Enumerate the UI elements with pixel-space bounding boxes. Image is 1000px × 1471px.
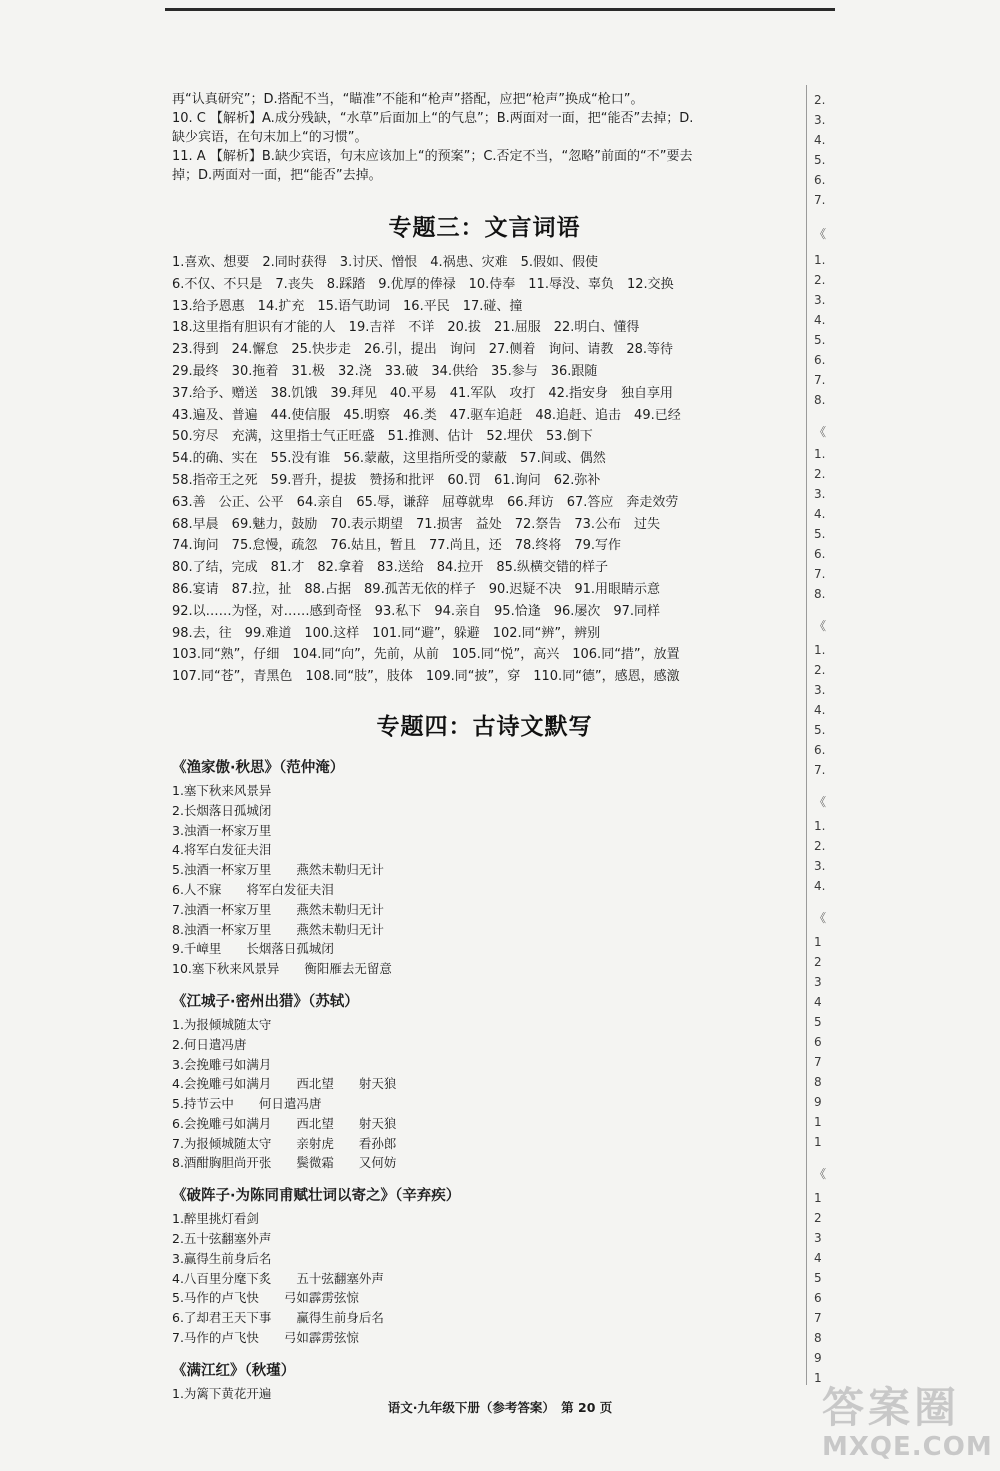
vocab-line: 63.善 公正、公平 64.亲自 65.辱，谦辞 屈尊就卑 66.拜访 67.答应 奔走效劳 <box>172 494 679 510</box>
clipped-item: 1 <box>814 1115 822 1129</box>
poem-line: 1.为报倾城随太守 <box>172 1016 272 1032</box>
topic3-title: 专题三：文言词语 <box>388 215 581 241</box>
poem-answers <box>172 755 797 1404</box>
vocab-line: 1.喜欢、想要 2.同时获得 3.讨厌、憎恨 4.祸患、灾难 5.假如、假使 <box>172 255 599 270</box>
clipped-item: 1 <box>814 1135 822 1149</box>
page-footer: 语文·九年级下册（参考答案） 第 20 页 <box>387 1400 613 1415</box>
vocab-line: 92.以……为怪，对……感到奇怪 93.私下 94.亲自 95.恰逢 96.屡次 97.同样 <box>172 603 661 619</box>
vocab-line: 103.同“熟”，仔细 104.同“向”，先前，从前 105.同“悦”，高兴 106.同“措”，放置 <box>172 647 680 663</box>
clipped-item: 3. <box>814 683 826 697</box>
clipped-item: 8 <box>814 1075 822 1089</box>
clipped-item: 3. <box>814 113 826 127</box>
clipped-item: 《 <box>814 795 827 809</box>
poem-line: 2.五十弦翻塞外声 <box>172 1231 272 1247</box>
poem-line: 8.酒酣胸胆尚开张 鬓微霜 又何妨 <box>172 1155 397 1171</box>
clipped-item: 2. <box>814 273 826 287</box>
poem-title: 《满江红》（秋瑾） <box>172 1362 296 1379</box>
column-divider <box>806 85 807 1385</box>
clipped-item: 6. <box>814 547 826 561</box>
poem-line: 3.会挽雕弓如满月 <box>172 1056 272 1072</box>
vocab-line: 107.同“苍”，青黑色 108.同“肢”，肢体 109.同“披”，穿 110.同“德”，感恩，感激 <box>172 669 680 685</box>
clipped-item: 4 <box>814 1251 822 1265</box>
clipped-item: 6. <box>814 743 826 757</box>
clipped-item: 3 <box>814 975 822 989</box>
watermark-logo <box>822 1383 993 1463</box>
poem-section <box>172 989 797 1173</box>
intro-line: 11. A 【解析】B.缺少宾语，句末应该加上“的预案”；C.否定不当，“忽略”前面的“不”要去 <box>172 149 693 164</box>
poem-line: 9.千嶂里 长烟落日孤城闭 <box>172 941 334 957</box>
clipped-item: 3. <box>814 293 826 307</box>
vocab-line: 80.了结，完成 81.才 82.拿着 83.送给 84.拉开 85.纵横交错的样子 <box>172 560 609 576</box>
vocab-line: 86.宴请 87.拉，扯 88.占据 89.孤苦无依的样子 90.迟疑不决 91.用眼睛示意 <box>172 581 661 597</box>
clipped-item: 《 <box>814 911 827 925</box>
poem-line: 3.浊酒一杯家万里 <box>172 822 272 838</box>
poem-line: 2.何日遣冯唐 <box>172 1036 247 1052</box>
poem-lines <box>172 1209 797 1348</box>
poem-lines <box>172 1015 797 1173</box>
clipped-item: 7 <box>814 1311 822 1325</box>
vocab-line: 18.这里指有胆识有才能的人 19.吉祥 不详 20.拔 21.屈服 22.明白、懂得 <box>172 320 640 336</box>
poem-line: 5.马作的卢飞快 弓如霹雳弦惊 <box>172 1290 359 1306</box>
top-rule <box>165 8 835 11</box>
clipped-item: 1 <box>814 1371 822 1385</box>
poem-line: 1.醉里挑灯看剑 <box>172 1211 259 1227</box>
poem-line: 4.将军白发征夫泪 <box>172 842 272 858</box>
clipped-item: 2. <box>814 839 826 853</box>
clipped-item: 1. <box>814 643 826 657</box>
clipped-item: 《 <box>814 227 827 241</box>
poem-line: 7.马作的卢飞快 弓如霹雳弦惊 <box>172 1330 359 1346</box>
clipped-item: 7. <box>814 373 826 387</box>
vocab-line: 98.去，往 99.难道 100.这样 101.同“避”，躲避 102.同“辨”，辨别 <box>172 625 601 641</box>
poem-line: 2.长烟落日孤城闭 <box>172 802 272 818</box>
poem-line: 3.赢得生前身后名 <box>172 1250 272 1266</box>
vocab-line: 50.穷尽 充满，这里指士气正旺盛 51.推测、估计 52.埋伏 53.倒下 <box>172 429 593 445</box>
clipped-item: 8. <box>814 393 826 407</box>
poem-title: 《江城子·密州出猎》（苏轼） <box>172 993 359 1010</box>
intro-answers <box>172 90 797 185</box>
clipped-item: 3 <box>814 1231 822 1245</box>
poem-line: 7.为报倾城随太守 亲射虎 看孙郎 <box>172 1135 397 1151</box>
clipped-item: 5. <box>814 333 826 347</box>
vocab-line: 6.不仅、不只是 7.丧失 8.踩踏 9.优厚的俸禄 10.侍奉 11.辱没、辜负 12.交换 <box>172 276 674 292</box>
clipped-item: 3. <box>814 859 826 873</box>
clipped-item: 4. <box>814 879 826 893</box>
clipped-item: 4. <box>814 133 826 147</box>
vocab-line: 74.询问 75.怠慢，疏忽 76.姑且，暂且 77.尚且，还 78.终将 79.写作 <box>172 538 622 554</box>
poem-line: 1.塞下秋来风景异 <box>172 782 272 798</box>
intro-line: 再“认真研究”；D.搭配不当，“瞄准”不能和“枪声”搭配，应把“枪声”换成“枪口”。 <box>172 92 644 107</box>
clipped-item: 8 <box>814 1331 822 1345</box>
clipped-item: 7. <box>814 763 826 777</box>
poem-line: 8.浊酒一杯家万里 燕然未勒归无计 <box>172 921 384 937</box>
vocab-line: 13.给予恩惠 14.扩充 15.语气助词 16.平民 17.碰、撞 <box>172 298 523 314</box>
clipped-item: 2. <box>814 663 826 677</box>
clipped-item: 1. <box>814 447 826 461</box>
clipped-item: 2 <box>814 1211 822 1225</box>
clipped-item: 1 <box>814 1191 822 1205</box>
clipped-item: 7. <box>814 193 826 207</box>
clipped-item: 6 <box>814 1291 822 1305</box>
watermark-url: MXQE.COM <box>822 1432 993 1462</box>
vocab-line: 43.遍及、普遍 44.使信服 45.明察 46.类 47.驱车追赶 48.追赶、追击 49.已经 <box>172 407 681 423</box>
clipped-item: 2 <box>814 955 822 969</box>
clipped-item: 4 <box>814 995 822 1009</box>
poem-line: 1.为篱下黄花开遍 <box>172 1385 272 1401</box>
clipped-item: 9 <box>814 1351 822 1365</box>
poem-line: 6.了却君王天下事 赢得生前身后名 <box>172 1310 384 1326</box>
poem-lines <box>172 781 797 979</box>
clipped-item: 2. <box>814 467 826 481</box>
watermark-text: 答案圈 <box>822 1383 961 1432</box>
clipped-item: 4. <box>814 703 826 717</box>
clipped-item: 8. <box>814 587 826 601</box>
main-column <box>172 90 797 1404</box>
vocab-line: 58.指帝王之死 59.晋升，提拔 赞扬和批评 60.罚 61.询问 62.弥补 <box>172 472 601 488</box>
clipped-item: 5. <box>814 527 826 541</box>
vocab-line: 29.最终 30.拖着 31.极 32.浇 33.破 34.供给 35.参与 36.跟随 <box>172 363 598 379</box>
poem-line: 6.人不寐 将军白发征夫泪 <box>172 881 334 897</box>
poem-line: 5.持节云中 何日遣冯唐 <box>172 1096 322 1112</box>
clipped-item: 1 <box>814 935 822 949</box>
clipped-item: 4. <box>814 507 826 521</box>
topic4-title: 专题四：古诗文默写 <box>376 713 593 740</box>
poem-section <box>172 755 797 979</box>
poem-line: 10.塞下秋来风景异 衡阳雁去无留意 <box>172 961 392 977</box>
clipped-item: 3. <box>814 487 826 501</box>
poem-line: 7.浊酒一杯家万里 燕然未勒归无计 <box>172 901 384 917</box>
clipped-item: 6. <box>814 173 826 187</box>
poem-section <box>172 1358 797 1404</box>
poem-line: 5.浊酒一杯家万里 燕然未勒归无计 <box>172 862 384 878</box>
poem-line: 6.会挽雕弓如满月 西北望 射天狼 <box>172 1115 397 1131</box>
clipped-item: 5 <box>814 1271 822 1285</box>
vocab-line: 68.早晨 69.魅力，鼓励 70.表示期望 71.损害 益处 72.祭告 73.公布 过失 <box>172 516 661 532</box>
clipped-item: 7. <box>814 567 826 581</box>
clipped-item: 1. <box>814 819 826 833</box>
intro-line: 缺少宾语，在句末加上“的习惯”。 <box>172 130 368 145</box>
clipped-item: 1. <box>814 253 826 267</box>
vocab-line: 37.给予、赠送 38.饥饿 39.拜见 40.平易 41.军队 攻打 42.指安身 独自享用 <box>172 385 674 401</box>
clipped-item: 5. <box>814 723 826 737</box>
poem-line: 4.八百里分麾下炙 五十弦翻塞外声 <box>172 1270 384 1286</box>
clipped-item: 2. <box>814 93 826 107</box>
vocab-answers <box>172 252 797 688</box>
clipped-item: 5. <box>814 153 826 167</box>
clipped-item: 5 <box>814 1015 822 1029</box>
vocab-line: 23.得到 24.懈怠 25.快步走 26.引，提出 询问 27.侧着 询问、请教 28.等待 <box>172 342 674 358</box>
poem-section <box>172 1183 797 1348</box>
poem-title: 《破阵子·为陈同甫赋壮词以寄之》（辛弃疾） <box>172 1188 461 1205</box>
intro-line: 掉；D.两面对一面，把“能否”去掉。 <box>172 168 382 183</box>
poem-line: 4.会挽雕弓如满月 西北望 射天狼 <box>172 1076 397 1092</box>
vocab-line: 54.的确、实在 55.没有谁 56.蒙蔽，这里指所受的蒙蔽 57.间或、偶然 <box>172 451 606 467</box>
clipped-item: 6. <box>814 353 826 367</box>
clipped-item: 7 <box>814 1055 822 1069</box>
clipped-item: 《 <box>814 619 827 633</box>
clipped-item: 《 <box>814 1167 827 1181</box>
clipped-item: 9 <box>814 1095 822 1109</box>
poem-title: 《渔家傲·秋思》（范仲淹） <box>172 759 345 776</box>
clipped-item: 《 <box>814 425 827 439</box>
intro-line: 10. C 【解析】A.成分残缺，“水草”后面加上“的气息”；B.两面对一面，把“能否”去掉；D. <box>172 111 694 126</box>
clipped-item: 4. <box>814 313 826 327</box>
clipped-item: 6 <box>814 1035 822 1049</box>
